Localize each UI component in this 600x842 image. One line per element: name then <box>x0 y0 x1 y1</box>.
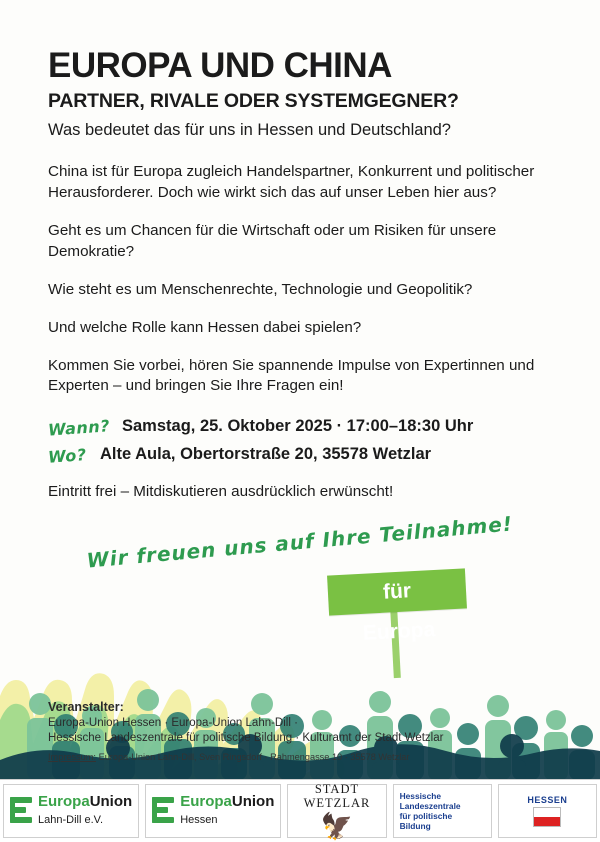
hlz-line-1: Hessische Landeszentrale <box>399 790 461 811</box>
page-tagline: Was bedeutet das für uns in Hessen und Deutschland? <box>48 120 451 139</box>
where-value: Alte Aula, Obertorstraße 20, 35578 Wetzlar <box>100 445 432 464</box>
logo-bar <box>0 779 600 842</box>
logo1-union: Union <box>89 793 133 811</box>
eagle-icon: 🦅 <box>320 810 354 841</box>
logo-europa-union-hessen <box>145 784 281 838</box>
logo-hessen <box>498 784 597 838</box>
organizer-title: Veranstalter: <box>48 700 124 714</box>
logo2-union: Union <box>231 793 275 811</box>
body-paragraph-5: Kommen Sie vorbei, hören Sie spannende Impulse von Expertinnen und Experten – und bringen Sie Ihre Fragen ein! <box>48 356 535 395</box>
logo1-sub: Lahn-Dill e.V. <box>38 814 104 826</box>
body-paragraph-3: Wie steht es um Menschenrechte, Technologie und Geopolitik? <box>48 280 473 298</box>
logo-hessische-landeszentrale <box>393 784 492 838</box>
sign-text-fuer: für <box>382 579 412 604</box>
page-subtitle: PARTNER, RIVALE ODER SYSTEMGEGNER? <box>48 89 459 112</box>
imprint-line <box>48 752 560 762</box>
logo-stadt-wetzlar <box>287 782 386 841</box>
hlz-line-2: für politische Bildung <box>399 811 453 832</box>
poster-content <box>48 48 560 500</box>
logo2-europa: Europa <box>180 793 232 811</box>
imprint-label: Impressum: <box>48 752 96 763</box>
body-paragraph-1: China ist für Europa zugleich Handelspartner, Konkurrent und politischer Herausforderer. Doch wie wirkt sich das auf unser Leben hier aus? <box>48 162 535 201</box>
page-title: EUROPA UND CHINA <box>48 46 392 85</box>
organizer-line-2: Hessische Landeszentrale für politische Bildung · Kulturamt der Stadt Wetzlar <box>48 732 444 745</box>
fuer-europa-sign <box>327 568 467 645</box>
organizer-block <box>48 700 560 762</box>
when-label: Wann? <box>47 416 111 440</box>
when-value: Samstag, 25. Oktober 2025 · 17:00–18:30 Uhr <box>122 417 474 436</box>
logo2-sub: Hessen <box>180 814 218 826</box>
europa-union-e-icon <box>152 796 174 826</box>
europa-union-e-icon <box>10 796 32 826</box>
hessen-flag-icon <box>533 807 561 827</box>
admission-note: Eintritt frei – Mitdiskutieren ausdrücklich erwünscht! <box>48 483 394 501</box>
event-details <box>47 416 560 468</box>
organizer-line-1: Europa-Union Hessen · Europa-Union Lahn-Dill · <box>48 717 298 729</box>
logo-europa-union-lahn-dill <box>3 784 139 838</box>
event-where-row <box>47 445 560 468</box>
body-paragraph-2: Geht es um Chancen für die Wirtschaft oder um Risiken für unsere Demokratie? <box>48 221 497 260</box>
event-when-row <box>47 416 560 440</box>
body-paragraph-4: Und welche Rolle kann Hessen dabei spielen? <box>48 318 362 336</box>
sign-text-europa: Europa <box>362 618 436 645</box>
where-label: Wo? <box>47 445 88 468</box>
imprint-text: Europa-Union Lahn-Dill, Sven Ringsdorf · Rahmengasse 10 · 35578 Wetzlar <box>98 752 410 763</box>
logo1-europa: Europa <box>38 793 90 811</box>
hessen-label: HESSEN <box>527 795 568 805</box>
handwritten-invitation: Wir freuen uns auf Ihre Teilnahme! <box>85 511 514 573</box>
stadt-wetzlar-text: STADT WETZLAR <box>303 782 371 810</box>
